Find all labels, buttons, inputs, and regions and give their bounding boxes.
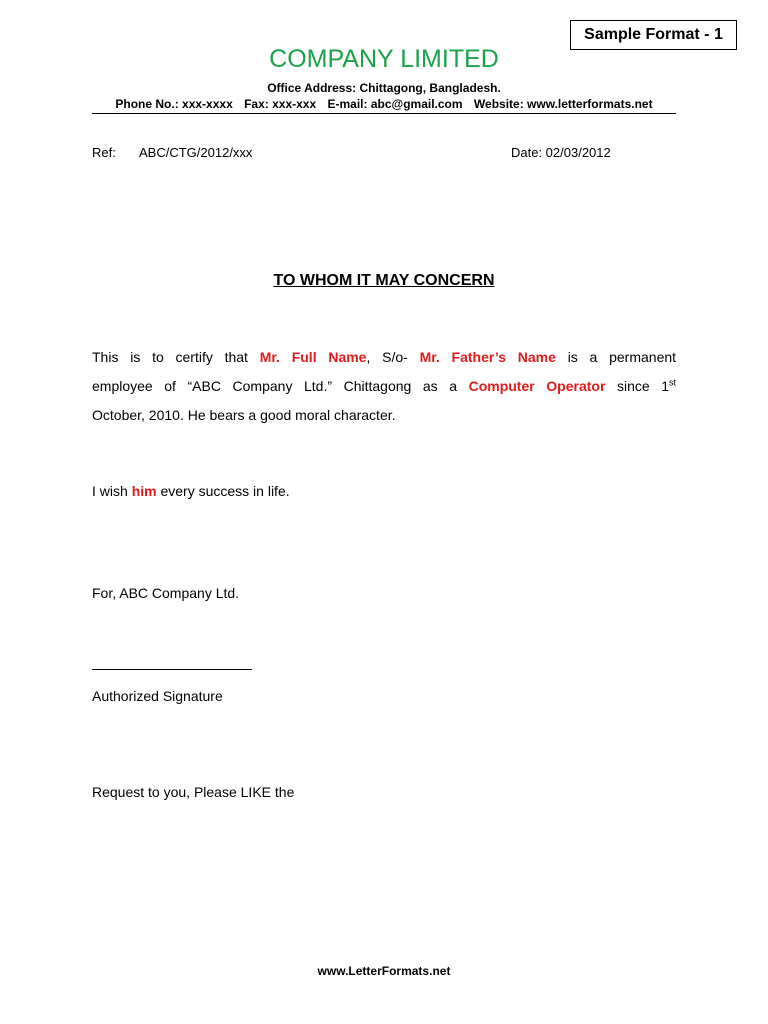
fax-number: Fax: xxx-xxx [244, 97, 317, 111]
reference-label: Ref: [92, 145, 116, 160]
office-address: Office Address: Chittagong, Bangladesh. [267, 81, 501, 95]
footer-website[interactable]: www.LetterFormats.net [317, 964, 451, 978]
company-name: COMPANY LIMITED [269, 45, 499, 73]
sample-format-badge: Sample Format - 1 [570, 20, 737, 50]
authorized-signature-label: Authorized Signature [92, 688, 223, 704]
phone-number: Phone No.: xxx-xxxx [115, 97, 233, 111]
contact-line [92, 97, 676, 111]
email-address: E-mail: abc@gmail.com [327, 97, 463, 111]
website-address: Website: www.letterformats.net [473, 97, 653, 111]
wish-line: I wish him every success in life. [92, 483, 290, 499]
reference-value: ABC/CTG/2012/xxx [139, 145, 253, 160]
for-company-line: For, ABC Company Ltd. [92, 585, 240, 601]
paragraph-line-1: This is to certify that Mr. Full Name, S/o- Mr. Father’s Name is a permanent [92, 349, 677, 365]
certificate-paragraph [92, 343, 676, 430]
pronoun-highlight: him [131, 483, 157, 499]
signature-line [92, 669, 252, 670]
reference [92, 145, 252, 160]
employee-name: Mr. Full Name [259, 349, 367, 365]
request-line: Request to you, Please LIKE the [92, 784, 295, 800]
paragraph-line-2: employee of “ABC Company Ltd.” Chittagong as a Computer Operator since 1st [92, 377, 677, 394]
letter-subject: TO WHOM IT MAY CONCERN [273, 272, 495, 289]
letter-date: Date: 02/03/2012 [511, 145, 611, 160]
header-divider [92, 113, 676, 114]
job-position: Computer Operator [468, 378, 606, 394]
father-name: Mr. Father’s Name [419, 349, 556, 365]
paragraph-line-3: October, 2010. He bears a good moral character. [92, 407, 396, 423]
